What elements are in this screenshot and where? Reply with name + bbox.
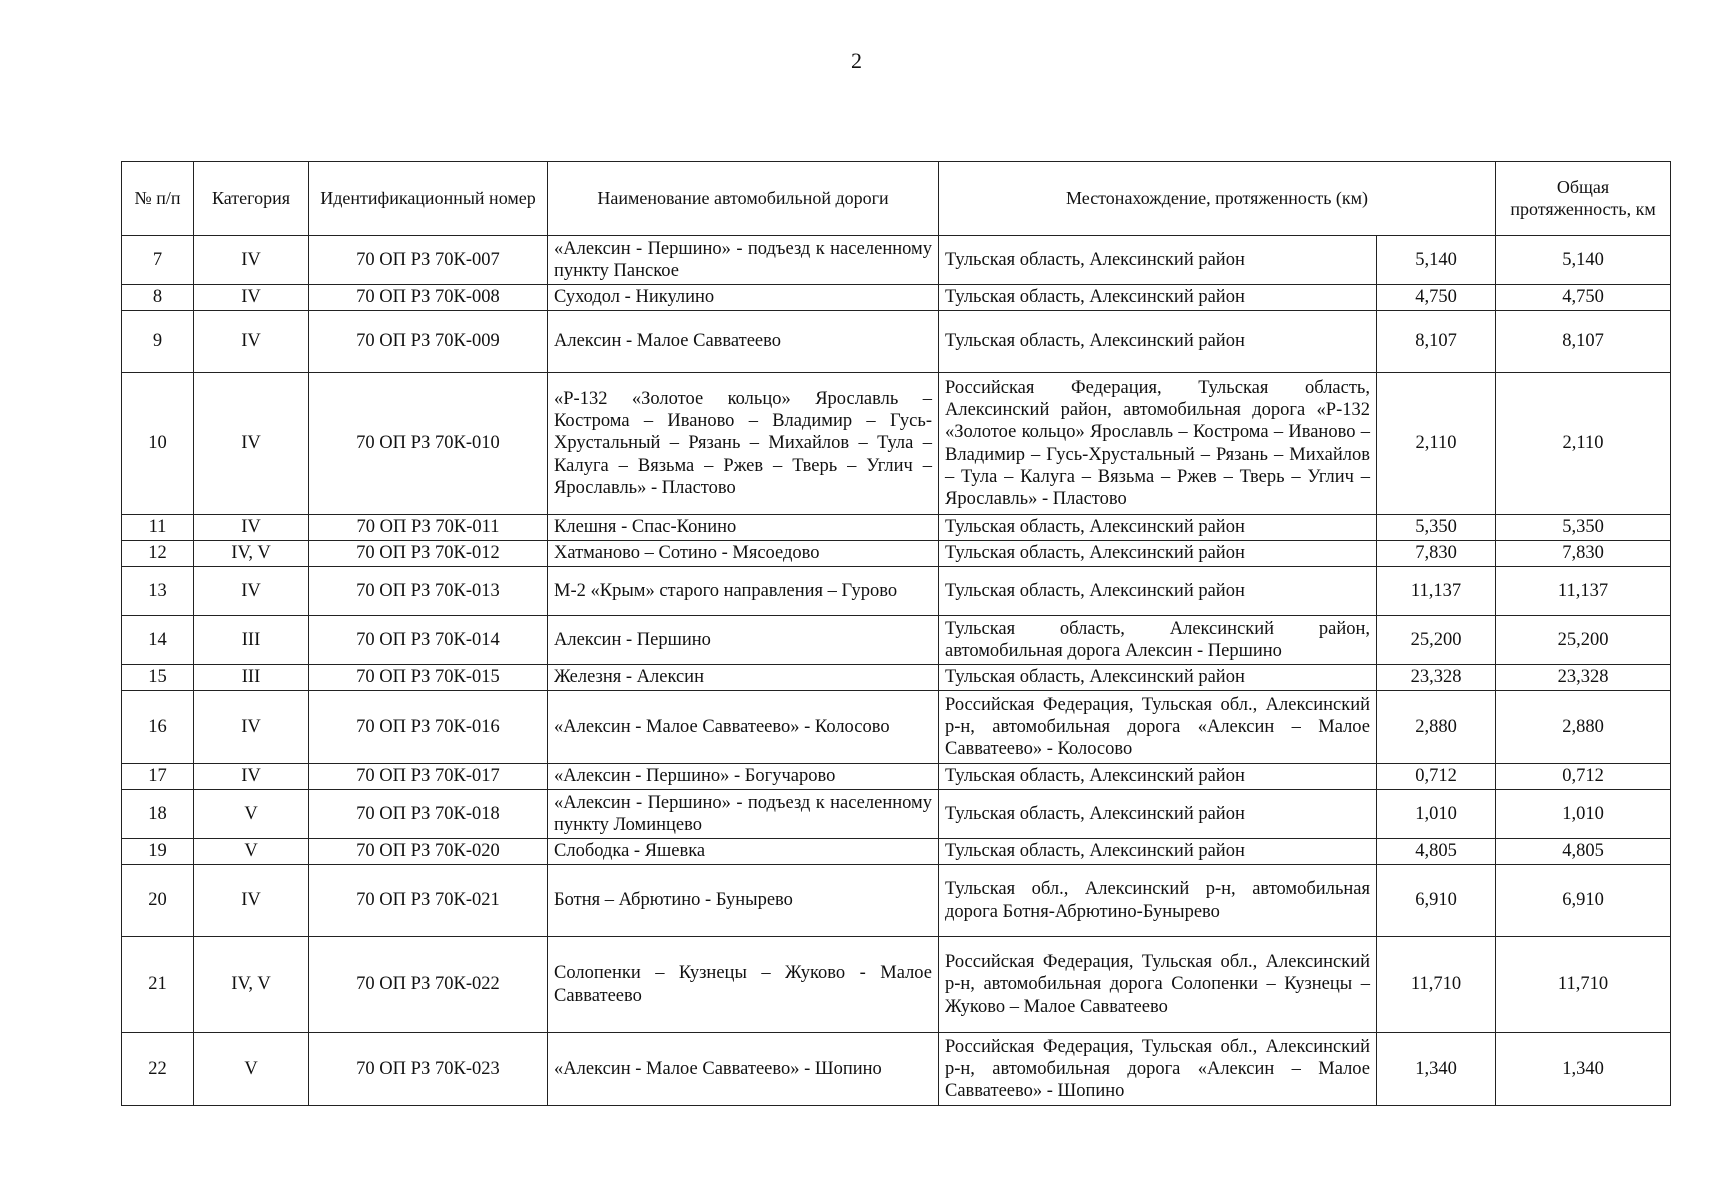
cell-road-name: Хатманово – Сотино - Мясоедово xyxy=(548,541,939,567)
cell-total: 8,107 xyxy=(1496,311,1671,373)
cell-total: 1,010 xyxy=(1496,790,1671,839)
table-row xyxy=(122,665,1671,691)
cell-num: 12 xyxy=(122,541,194,567)
table-row xyxy=(122,236,1671,285)
cell-length: 11,710 xyxy=(1377,937,1496,1033)
cell-location: Тульская область, Алексинский район xyxy=(939,839,1377,865)
cell-id: 70 ОП РЗ 70К-014 xyxy=(309,616,548,665)
cell-total: 1,340 xyxy=(1496,1033,1671,1106)
cell-category: III xyxy=(194,616,309,665)
table-row xyxy=(122,373,1671,515)
cell-total: 5,140 xyxy=(1496,236,1671,285)
cell-location: Российская Федерация, Тульская область, Алексинский район, автомобильная дорога «Р-132 «Золотое кольцо» Ярославль – Кострома – Иваново – Владимир – Гусь-Хрустальный – Рязань – Михайлов – Тула – Калуга – Вязьма – Ржев – Тверь – Углич – Ярославль» - Пластово xyxy=(939,373,1377,515)
cell-road-name: Алексин - Малое Савватеево xyxy=(548,311,939,373)
cell-num: 16 xyxy=(122,691,194,764)
cell-length: 1,010 xyxy=(1377,790,1496,839)
roads-table xyxy=(121,161,1671,1106)
cell-id: 70 ОП РЗ 70К-013 xyxy=(309,567,548,616)
table-row xyxy=(122,311,1671,373)
cell-id: 70 ОП РЗ 70К-012 xyxy=(309,541,548,567)
cell-num: 7 xyxy=(122,236,194,285)
cell-num: 14 xyxy=(122,616,194,665)
cell-num: 13 xyxy=(122,567,194,616)
cell-id: 70 ОП РЗ 70К-008 xyxy=(309,285,548,311)
header-total: Общая протяженность, км xyxy=(1496,162,1671,236)
cell-total: 11,710 xyxy=(1496,937,1671,1033)
cell-location: Тульская область, Алексинский район xyxy=(939,567,1377,616)
cell-total: 4,750 xyxy=(1496,285,1671,311)
cell-id: 70 ОП РЗ 70К-009 xyxy=(309,311,548,373)
cell-num: 21 xyxy=(122,937,194,1033)
cell-length: 7,830 xyxy=(1377,541,1496,567)
header-id: Идентификационный номер xyxy=(309,162,548,236)
cell-num: 8 xyxy=(122,285,194,311)
cell-category: V xyxy=(194,1033,309,1106)
cell-road-name: Солопенки – Кузнецы – Жуково - Малое Савватеево xyxy=(548,937,939,1033)
cell-total: 6,910 xyxy=(1496,865,1671,937)
cell-category: IV xyxy=(194,691,309,764)
cell-total: 2,880 xyxy=(1496,691,1671,764)
table-row xyxy=(122,691,1671,764)
table-row xyxy=(122,541,1671,567)
cell-total: 5,350 xyxy=(1496,515,1671,541)
cell-id: 70 ОП РЗ 70К-021 xyxy=(309,865,548,937)
cell-category: IV xyxy=(194,515,309,541)
cell-location: Российская Федерация, Тульская обл., Алексинский р-н, автомобильная дорога Солопенки – Кузнецы – Жуково – Малое Савватеево xyxy=(939,937,1377,1033)
cell-category: V xyxy=(194,790,309,839)
cell-length: 6,910 xyxy=(1377,865,1496,937)
cell-category: IV xyxy=(194,236,309,285)
cell-location: Тульская область, Алексинский район xyxy=(939,764,1377,790)
cell-id: 70 ОП РЗ 70К-007 xyxy=(309,236,548,285)
cell-category: IV xyxy=(194,764,309,790)
cell-total: 7,830 xyxy=(1496,541,1671,567)
cell-location: Тульская область, Алексинский район xyxy=(939,665,1377,691)
cell-length: 23,328 xyxy=(1377,665,1496,691)
cell-id: 70 ОП РЗ 70К-011 xyxy=(309,515,548,541)
cell-length: 4,805 xyxy=(1377,839,1496,865)
table-row xyxy=(122,790,1671,839)
cell-road-name: «Алексин - Малое Савватеево» - Шопино xyxy=(548,1033,939,1106)
cell-id: 70 ОП РЗ 70К-010 xyxy=(309,373,548,515)
cell-road-name: Клешня - Спас-Конино xyxy=(548,515,939,541)
cell-road-name: «Алексин - Першино» - подъезд к населенному пункту Панское xyxy=(548,236,939,285)
cell-category: V xyxy=(194,839,309,865)
cell-location: Тульская область, Алексинский район xyxy=(939,311,1377,373)
cell-category: IV, V xyxy=(194,937,309,1033)
cell-category: IV xyxy=(194,567,309,616)
cell-total: 4,805 xyxy=(1496,839,1671,865)
table-row xyxy=(122,839,1671,865)
cell-id: 70 ОП РЗ 70К-022 xyxy=(309,937,548,1033)
cell-length: 2,880 xyxy=(1377,691,1496,764)
cell-category: IV xyxy=(194,285,309,311)
cell-id: 70 ОП РЗ 70К-018 xyxy=(309,790,548,839)
cell-road-name: Суходол - Никулино xyxy=(548,285,939,311)
cell-length: 11,137 xyxy=(1377,567,1496,616)
cell-category: IV xyxy=(194,311,309,373)
cell-length: 0,712 xyxy=(1377,764,1496,790)
cell-road-name: М-2 «Крым» старого направления – Гурово xyxy=(548,567,939,616)
table-row xyxy=(122,515,1671,541)
cell-location: Тульская область, Алексинский район xyxy=(939,236,1377,285)
cell-length: 5,140 xyxy=(1377,236,1496,285)
table-row xyxy=(122,567,1671,616)
cell-num: 22 xyxy=(122,1033,194,1106)
cell-location: Тульская область, Алексинский район, автомобильная дорога Алексин - Першино xyxy=(939,616,1377,665)
page-number: 2 xyxy=(851,48,862,73)
cell-num: 18 xyxy=(122,790,194,839)
cell-num: 19 xyxy=(122,839,194,865)
cell-id: 70 ОП РЗ 70К-023 xyxy=(309,1033,548,1106)
cell-road-name: «Р-132 «Золотое кольцо» Ярославль – Кострома – Иваново – Владимир – Гусь-Хрустальный – Рязань – Михайлов – Тула – Калуга – Вязьма – Ржев – Тверь – Углич – Ярославль» - Пластово xyxy=(548,373,939,515)
cell-length: 1,340 xyxy=(1377,1033,1496,1106)
cell-category: III xyxy=(194,665,309,691)
cell-total: 11,137 xyxy=(1496,567,1671,616)
cell-road-name: Алексин - Першино xyxy=(548,616,939,665)
cell-id: 70 ОП РЗ 70К-016 xyxy=(309,691,548,764)
table-body xyxy=(122,236,1671,1106)
cell-num: 9 xyxy=(122,311,194,373)
cell-road-name: Ботня – Абрютино - Бунырево xyxy=(548,865,939,937)
cell-location: Тульская область, Алексинский район xyxy=(939,790,1377,839)
table-row xyxy=(122,285,1671,311)
cell-id: 70 ОП РЗ 70К-017 xyxy=(309,764,548,790)
cell-total: 0,712 xyxy=(1496,764,1671,790)
cell-category: IV, V xyxy=(194,541,309,567)
cell-length: 2,110 xyxy=(1377,373,1496,515)
cell-location: Тульская область, Алексинский район xyxy=(939,515,1377,541)
header-category: Категория xyxy=(194,162,309,236)
cell-road-name: «Алексин - Малое Савватеево» - Колосово xyxy=(548,691,939,764)
cell-road-name: «Алексин - Першино» - Богучарово xyxy=(548,764,939,790)
cell-id: 70 ОП РЗ 70К-020 xyxy=(309,839,548,865)
table-row xyxy=(122,764,1671,790)
cell-id: 70 ОП РЗ 70К-015 xyxy=(309,665,548,691)
cell-num: 11 xyxy=(122,515,194,541)
cell-length: 8,107 xyxy=(1377,311,1496,373)
cell-total: 2,110 xyxy=(1496,373,1671,515)
cell-road-name: Железня - Алексин xyxy=(548,665,939,691)
cell-location: Тульская область, Алексинский район xyxy=(939,285,1377,311)
cell-location: Российская Федерация, Тульская обл., Алексинский р-н, автомобильная дорога «Алексин – Малое Савватеево» - Колосово xyxy=(939,691,1377,764)
cell-num: 20 xyxy=(122,865,194,937)
header-name: Наименование автомобильной дороги xyxy=(548,162,939,236)
table-header-row xyxy=(122,162,1671,236)
table-row xyxy=(122,616,1671,665)
cell-num: 15 xyxy=(122,665,194,691)
cell-length: 4,750 xyxy=(1377,285,1496,311)
cell-location: Российская Федерация, Тульская обл., Алексинский р-н, автомобильная дорога «Алексин – Малое Савватеево» - Шопино xyxy=(939,1033,1377,1106)
cell-length: 25,200 xyxy=(1377,616,1496,665)
cell-road-name: «Алексин - Першино» - подъезд к населенному пункту Ломинцево xyxy=(548,790,939,839)
header-num: № п/п xyxy=(122,162,194,236)
cell-location: Тульская обл., Алексинский р-н, автомобильная дорога Ботня-Абрютино-Бунырево xyxy=(939,865,1377,937)
cell-category: IV xyxy=(194,865,309,937)
table-row xyxy=(122,937,1671,1033)
cell-road-name: Слободка - Яшевка xyxy=(548,839,939,865)
cell-location: Тульская область, Алексинский район xyxy=(939,541,1377,567)
cell-length: 5,350 xyxy=(1377,515,1496,541)
cell-num: 10 xyxy=(122,373,194,515)
cell-category: IV xyxy=(194,373,309,515)
table-row xyxy=(122,865,1671,937)
cell-total: 25,200 xyxy=(1496,616,1671,665)
cell-total: 23,328 xyxy=(1496,665,1671,691)
cell-num: 17 xyxy=(122,764,194,790)
header-location: Местонахождение, протяженность (км) xyxy=(939,162,1496,236)
table-row xyxy=(122,1033,1671,1106)
